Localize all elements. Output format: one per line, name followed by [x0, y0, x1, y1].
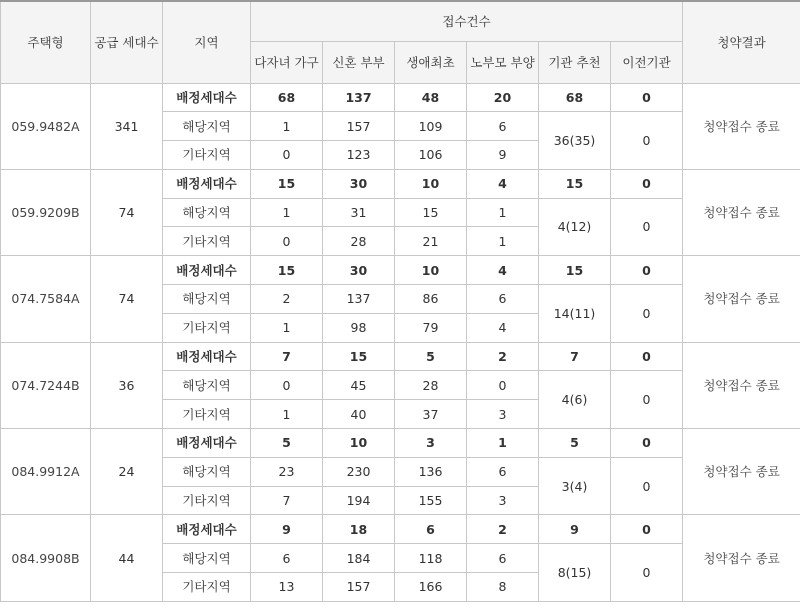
transfer-merged: 0	[611, 112, 683, 170]
count-cell: 194	[323, 486, 395, 515]
count-cell: 1	[251, 313, 323, 342]
table-row	[1, 429, 800, 458]
count-cell: 230	[323, 457, 395, 486]
count-cell: 37	[395, 400, 467, 429]
count-cell: 106	[395, 141, 467, 170]
institution-merged: 4(12)	[539, 198, 611, 256]
supply-count: 36	[91, 342, 163, 428]
header-applications: 접수건수	[251, 1, 683, 41]
region-label: 배정세대수	[163, 342, 251, 371]
count-cell: 10	[395, 256, 467, 285]
region-label: 배정세대수	[163, 256, 251, 285]
count-cell: 5	[395, 342, 467, 371]
house-type: 084.9908B	[1, 515, 91, 601]
count-cell: 1	[251, 112, 323, 141]
count-cell: 68	[251, 83, 323, 112]
count-cell: 184	[323, 544, 395, 573]
region-label: 기타지역	[163, 573, 251, 602]
header-supply: 공급 세대수	[91, 1, 163, 83]
count-cell: 123	[323, 141, 395, 170]
count-cell: 0	[251, 227, 323, 256]
count-cell: 5	[251, 429, 323, 458]
house-type: 074.7584A	[1, 256, 91, 342]
count-cell: 7	[251, 342, 323, 371]
region-label: 해당지역	[163, 371, 251, 400]
count-cell: 1	[467, 429, 539, 458]
table-row	[1, 256, 800, 285]
table-row	[1, 169, 800, 198]
supply-count: 44	[91, 515, 163, 601]
count-cell: 1	[251, 198, 323, 227]
count-cell: 166	[395, 573, 467, 602]
header-transfer-institution: 이전기관	[611, 41, 683, 83]
region-label: 배정세대수	[163, 515, 251, 544]
count-cell: 3	[467, 400, 539, 429]
transfer-merged: 0	[611, 285, 683, 343]
region-label: 기타지역	[163, 313, 251, 342]
count-cell: 18	[323, 515, 395, 544]
count-cell: 23	[251, 457, 323, 486]
count-cell: 7	[539, 342, 611, 371]
count-cell: 1	[251, 400, 323, 429]
count-cell: 3	[395, 429, 467, 458]
region-label: 배정세대수	[163, 169, 251, 198]
supply-count: 24	[91, 429, 163, 515]
count-cell: 28	[323, 227, 395, 256]
table-row	[1, 83, 800, 112]
count-cell: 2	[251, 285, 323, 314]
count-cell: 137	[323, 285, 395, 314]
count-cell: 0	[251, 141, 323, 170]
count-cell: 15	[251, 169, 323, 198]
count-cell: 86	[395, 285, 467, 314]
count-cell: 48	[395, 83, 467, 112]
header-elderly-parent: 노부모 부양	[467, 41, 539, 83]
count-cell: 0	[611, 256, 683, 285]
count-cell: 1	[467, 198, 539, 227]
count-cell: 15	[323, 342, 395, 371]
count-cell: 157	[323, 573, 395, 602]
count-cell: 6	[251, 544, 323, 573]
header-newlywed: 신혼 부부	[323, 41, 395, 83]
region-label: 기타지역	[163, 486, 251, 515]
count-cell: 118	[395, 544, 467, 573]
count-cell: 28	[395, 371, 467, 400]
count-cell: 0	[611, 429, 683, 458]
count-cell: 15	[395, 198, 467, 227]
count-cell: 15	[539, 169, 611, 198]
count-cell: 6	[467, 544, 539, 573]
count-cell: 0	[467, 371, 539, 400]
supply-count: 74	[91, 169, 163, 255]
count-cell: 0	[611, 342, 683, 371]
region-label: 기타지역	[163, 227, 251, 256]
count-cell: 6	[467, 457, 539, 486]
header-type: 주택형	[1, 1, 91, 83]
count-cell: 6	[467, 112, 539, 141]
result-status: 청약접수 종료	[683, 256, 800, 342]
count-cell: 9	[467, 141, 539, 170]
count-cell: 3	[467, 486, 539, 515]
transfer-merged: 0	[611, 544, 683, 602]
region-label: 해당지역	[163, 457, 251, 486]
header-region: 지역	[163, 1, 251, 83]
institution-merged: 14(11)	[539, 285, 611, 343]
result-status: 청약접수 종료	[683, 342, 800, 428]
transfer-merged: 0	[611, 371, 683, 429]
region-label: 배정세대수	[163, 83, 251, 112]
count-cell: 10	[323, 429, 395, 458]
count-cell: 20	[467, 83, 539, 112]
region-label: 해당지역	[163, 112, 251, 141]
result-status: 청약접수 종료	[683, 83, 800, 169]
header-result: 청약결과	[683, 1, 800, 83]
count-cell: 40	[323, 400, 395, 429]
count-cell: 6	[467, 285, 539, 314]
count-cell: 30	[323, 169, 395, 198]
header-first-home: 생애최초	[395, 41, 467, 83]
result-status: 청약접수 종료	[683, 169, 800, 255]
result-status: 청약접수 종료	[683, 515, 800, 601]
house-type: 059.9209B	[1, 169, 91, 255]
count-cell: 4	[467, 313, 539, 342]
count-cell: 0	[611, 83, 683, 112]
transfer-merged: 0	[611, 457, 683, 515]
count-cell: 0	[251, 371, 323, 400]
count-cell: 7	[251, 486, 323, 515]
count-cell: 137	[323, 83, 395, 112]
count-cell: 109	[395, 112, 467, 141]
count-cell: 45	[323, 371, 395, 400]
count-cell: 0	[611, 169, 683, 198]
table-row	[1, 515, 800, 544]
count-cell: 13	[251, 573, 323, 602]
count-cell: 15	[251, 256, 323, 285]
supply-count: 74	[91, 256, 163, 342]
table-row	[1, 342, 800, 371]
count-cell: 79	[395, 313, 467, 342]
house-type: 074.7244B	[1, 342, 91, 428]
result-status: 청약접수 종료	[683, 429, 800, 515]
house-type: 084.9912A	[1, 429, 91, 515]
house-type: 059.9482A	[1, 83, 91, 169]
count-cell: 10	[395, 169, 467, 198]
table-body	[1, 83, 800, 601]
count-cell: 9	[251, 515, 323, 544]
count-cell: 15	[539, 256, 611, 285]
header-multi-child: 다자녀 가구	[251, 41, 323, 83]
region-label: 해당지역	[163, 198, 251, 227]
count-cell: 31	[323, 198, 395, 227]
count-cell: 157	[323, 112, 395, 141]
region-label: 기타지역	[163, 141, 251, 170]
count-cell: 30	[323, 256, 395, 285]
count-cell: 2	[467, 515, 539, 544]
count-cell: 21	[395, 227, 467, 256]
count-cell: 9	[539, 515, 611, 544]
count-cell: 6	[395, 515, 467, 544]
institution-merged: 3(4)	[539, 457, 611, 515]
region-label: 해당지역	[163, 285, 251, 314]
count-cell: 68	[539, 83, 611, 112]
count-cell: 136	[395, 457, 467, 486]
institution-merged: 4(6)	[539, 371, 611, 429]
institution-merged: 36(35)	[539, 112, 611, 170]
count-cell: 155	[395, 486, 467, 515]
institution-merged: 8(15)	[539, 544, 611, 602]
count-cell: 5	[539, 429, 611, 458]
supply-count: 341	[91, 83, 163, 169]
count-cell: 2	[467, 342, 539, 371]
header-institution: 기관 추천	[539, 41, 611, 83]
region-label: 기타지역	[163, 400, 251, 429]
count-cell: 1	[467, 227, 539, 256]
count-cell: 4	[467, 256, 539, 285]
count-cell: 0	[611, 515, 683, 544]
region-label: 해당지역	[163, 544, 251, 573]
count-cell: 98	[323, 313, 395, 342]
count-cell: 4	[467, 169, 539, 198]
transfer-merged: 0	[611, 198, 683, 256]
region-label: 배정세대수	[163, 429, 251, 458]
count-cell: 8	[467, 573, 539, 602]
